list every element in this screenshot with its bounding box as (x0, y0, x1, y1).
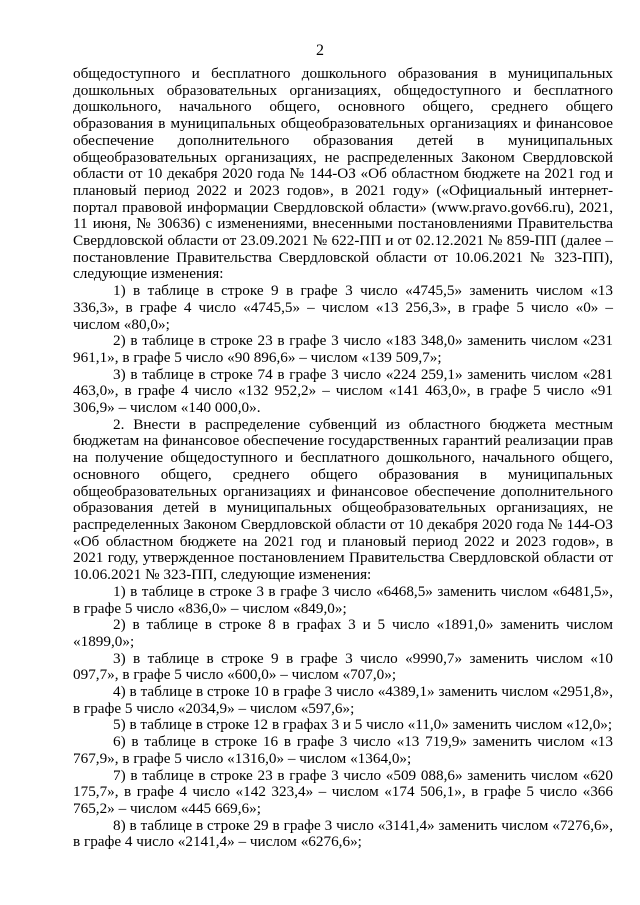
list-item-1-2: 2) в таблице в строке 23 в графе 3 число «183 348,0» заменить числом «231 961,1», в графе 5 число «90 896,6» – числом «139 509,7»; (73, 332, 613, 366)
list-item-2-1: 1) в таблице в строке 3 в графе 3 число «6468,5» заменить числом «6481,5», в графе 5 число «836,0» – числом «849,0»; (73, 582, 613, 617)
list-item-2-8: 8) в таблице в строке 29 в графе 3 число «3141,4» заменить числом «7276,6», в графе 4 число «2141,4» – числом «6276,6»; (73, 816, 613, 851)
list-item-2-4: 4) в таблице в строке 10 в графе 3 число «4389,1» заменить числом «2951,8», в графе 5 число «2034,9» – числом «597,6»; (73, 683, 613, 717)
list-item-2-7: 7) в таблице в строке 23 в графе 3 число «509 088,6» заменить числом «620 175,7», в графе 4 число «142 323,4» – числом «174 506,1», в графе 5 число «366 765,2» – числом «445 669,6»; (73, 766, 613, 817)
list-item-2-6: 6) в таблице в строке 16 в графе 3 число «13 719,9» заменить числом «13 767,9», в графе 5 число «1316,0» – числом «1364,0»; (73, 733, 613, 767)
paragraph-item-2: 2. Внести в распределение субвенций из областного бюджета местным бюджетам на финансовое обеспечение государственных гарантий реализации прав на получение общедоступного и бесплатного дошкольного, начального общего, основного общего, среднего общего образования в муниципальных общеобразовательных организациях и финансовое обеспечение дополнительного образования детей в муниципальных общеобразовательных организациях, не распределенных Законом Свердловской области от 10 декабря 2020 года № 144-ОЗ «Об областном бюджете на 2021 год и плановый период 2022 и 2023 годов», в 2021 году, утвержденное постановлением Правительства Свердловской области от 10.06.2021 № 323-ПП, следующие изменения: (73, 415, 613, 584)
list-item-2-5: 5) в таблице в строке 12 в графах 3 и 5 число «11,0» заменить числом «12,0»; (113, 716, 613, 734)
list-item-1-3: 3) в таблице в строке 74 в графе 3 число «224 259,1» заменить числом «281 463,0», в графе 4 число «132 952,2» – числом «141 463,0», в графе 5 число «91 306,9» – числом «140 000,0». (73, 365, 613, 417)
list-item-2-3: 3) в таблице в строке 9 в графе 3 число «9990,7» заменить числом «10 097,7», в графе 5 число «600,0» – числом «707,0»; (73, 649, 613, 684)
list-item-1-1: 1) в таблице в строке 9 в графе 3 число «4745,5» заменить числом «13 336,3», в графе 4 число «4745,5» – числом «13 256,3», в графе 5 число «0» – числом «80,0»; (73, 282, 613, 333)
paragraph-continuation: общедоступного и бесплатного дошкольного образования в муниципальных дошкольных образовательных организациях, общедоступного и бесплатного дошкольного, начального общего, основного общего, среднего общего образования в муниципальных общеобразовательных организациях и финансовое обеспечение дополнительного образования детей в муниципальных общеобразовательных организациях, не распределенных Законом Свердловской области от 10 декабря 2020 года № 144-ОЗ «Об областном бюджете на 2021 год и плановый период 2022 и 2023 годов», в 2021 году» («Официальный интернет-портал правовой информации Свердловской области» (www.pravo.gov66.ru), 2021, 11 июня, № 30636) с изменениями, внесенными постановлениями Правительства Свердловской области от 23.09.2021 № 622-ПП и от 02.12.2021 № 859-ПП (далее – постановление Правительства Свердловской области от 10.06.2021 № 323-ПП), следующие изменения: (73, 65, 613, 283)
page-number: 2 (316, 42, 324, 59)
list-item-2-2: 2) в таблице в строке 8 в графах 3 и 5 число «1891,0» заменить числом «1899,0»; (73, 616, 613, 650)
document-body (73, 66, 613, 851)
